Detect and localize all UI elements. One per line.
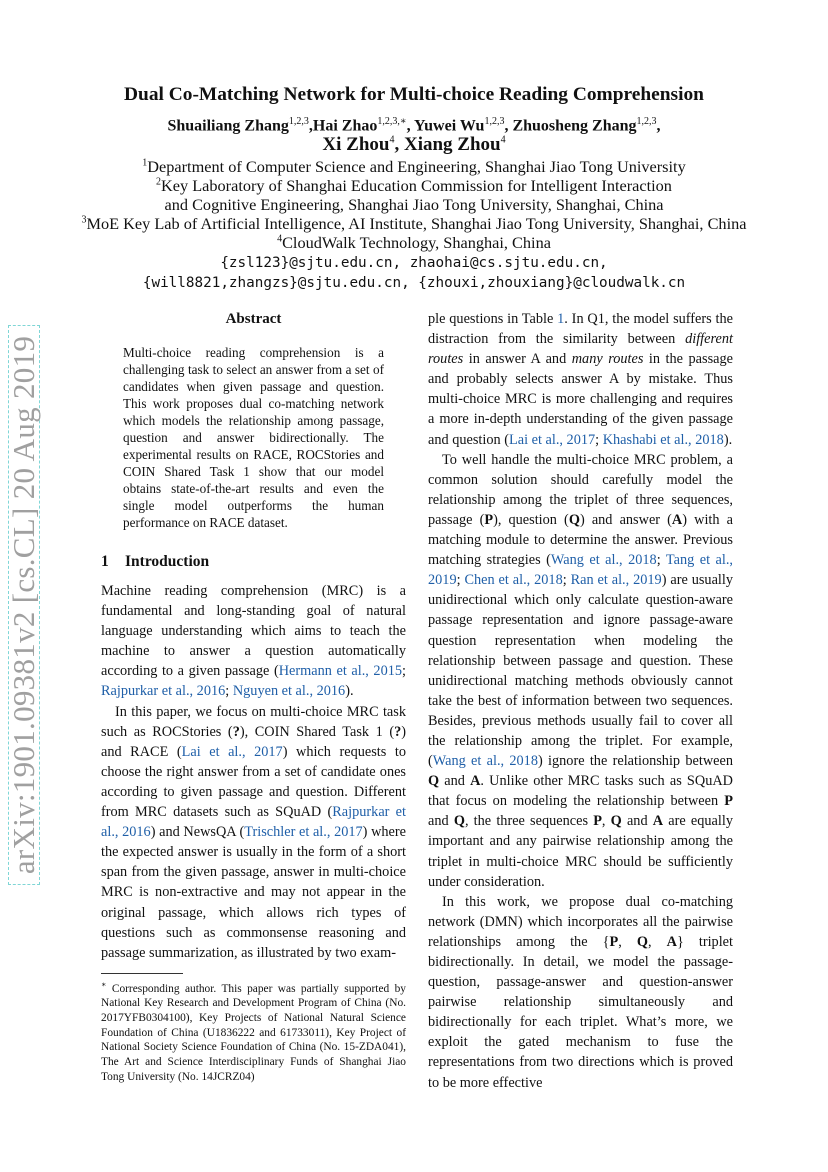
body-text: In this work, we propose dual co-matching network (DMN) which incorporates all the pairwise relationships among the { <box>428 893 733 950</box>
body-text: ; <box>656 552 666 569</box>
footnote-rule <box>101 973 183 974</box>
arxiv-id-text[interactable]: arXiv:1901.09381v2 [cs.CL] 20 Aug 2019 <box>6 335 41 875</box>
missing-citation: ? <box>394 723 402 740</box>
right-column <box>428 309 733 1093</box>
intro-paragraph-1 <box>101 581 406 702</box>
body-text: ; <box>402 663 407 680</box>
author-name: Yuwei Wu <box>414 117 485 135</box>
affiliation-2 <box>0 176 828 196</box>
bold-symbol: P <box>593 813 602 830</box>
author-name: Hai Zhao <box>312 117 378 135</box>
right-paragraph-2 <box>428 450 733 892</box>
body-text: and <box>428 813 454 830</box>
citation-link[interactable]: Chen et al., 2018 <box>464 572 563 589</box>
body-text: . In Q1, the model suffers the distraction from the similarity between <box>428 311 734 348</box>
body-text: ). <box>345 683 354 700</box>
body-text: ) ignore the relationship between <box>537 753 733 770</box>
author-affil-mark: 1,2,3,∗ <box>377 116 407 127</box>
intro-paragraph-2 <box>101 702 406 963</box>
email-line-1: {zsl123}@sjtu.edu.cn, zhaohai@cs.sjtu.edu.cn, <box>220 255 608 271</box>
author-line-2: Xi Zhou$^4$, Xiang Zhou$^4$ <box>322 134 506 155</box>
citation-link[interactable]: Rajpurkar et al., 2016 <box>101 683 226 700</box>
citation-link[interactable]: Rajpurkar et al., 2016 <box>101 804 406 841</box>
body-text: } triplet bidirectionally. In detail, we model the passage-question, passage-answer and question-answer pairwise relationship simultaneously and bidirectionally for each triplet. What’s more, we exploit the gated mechanism to fuse the representations from two directions which is proved to be more effective <box>428 933 733 1091</box>
author-name: Shuailiang Zhang <box>167 117 289 135</box>
affiliation-mark: 1 <box>142 157 148 169</box>
author-name: Xiang Zhou <box>403 134 501 155</box>
citation-link[interactable]: Hermann et al., 2015 <box>278 663 403 680</box>
emphasis-text: many routes <box>571 351 644 368</box>
affiliation-mark: 3 <box>81 214 87 226</box>
body-text: ) which requests to choose the right answer from a set of candidate ones according to given passage and question. Different from MRC datasets such as SQuAD ( <box>101 743 406 821</box>
right-paragraph-1 <box>428 309 733 450</box>
body-text: in answer A and <box>463 351 572 368</box>
author-affil-mark: 4 <box>500 134 506 146</box>
author-affil-mark: 1,2,3 <box>636 116 657 127</box>
citation-link[interactable]: Lai et al., 2017 <box>509 431 596 448</box>
body-text: . Unlike other MRC tasks such as SQuAD that focus on modeling the relationship between <box>428 773 733 810</box>
author-affil-mark: 1,2,3 <box>288 116 309 127</box>
body-text: ), question ( <box>493 511 569 528</box>
bold-symbol: P <box>724 793 733 810</box>
section-heading-introduction <box>101 553 406 571</box>
affiliation-mark: 2 <box>156 176 162 188</box>
body-text: ; <box>456 572 465 589</box>
body-text: are equally important and any pairwise relationship among the triplet in multi-choice MRC should be sufficiently under consideration. <box>428 813 733 890</box>
body-text: ) with a matching module to determine the answer. Previous matching strategies ( <box>428 511 733 569</box>
affiliation-3 <box>0 214 828 234</box>
body-text: ). <box>723 431 733 448</box>
left-column <box>101 309 406 1085</box>
bold-symbol: Q <box>568 511 580 528</box>
citation-link[interactable]: Nguyen et al., 2016 <box>232 683 346 700</box>
affiliation-text: Department of Computer Science and Engineering, Shanghai Jiao Tong University <box>147 157 686 176</box>
body-text: , the three sequences <box>464 813 594 830</box>
body-text: ; <box>225 683 233 700</box>
body-text: ) where the expected answer is usually in the form of a short span from the given passage, answer in multi-choice MRC is non-extractive and may not appear in the original passage, which allows rich types of questions such as commonsense reasoning and passage summarization, as illustrated by two exam- <box>101 824 407 961</box>
body-text: ) and answer ( <box>579 511 672 528</box>
right-paragraph-3 <box>428 892 733 1093</box>
affiliation-text: CloudWalk Technology, Shanghai, China <box>282 233 551 252</box>
bold-symbol: A <box>666 933 677 950</box>
body-text: in the passage and probably selects answer A by mistake. Thus multi-choice MRC is more challenging and requires a more in-depth understanding of the given passage and question ( <box>428 351 733 448</box>
citation-link[interactable]: Khashabi et al., 2018 <box>602 431 724 448</box>
citation-link[interactable]: Trischler et al., 2017 <box>244 824 363 841</box>
bold-symbol: A <box>671 511 683 528</box>
body-text: , <box>618 933 637 950</box>
author-affil-mark: 1,2,3 <box>484 116 505 127</box>
affiliation-4 <box>0 233 828 253</box>
body-text: , <box>601 813 611 830</box>
arxiv-side-stamp <box>0 325 48 885</box>
citation-link[interactable]: Tang et al., 2019 <box>428 552 733 589</box>
body-text: ; <box>595 431 603 448</box>
body-text: ) and NewsQA ( <box>150 824 245 841</box>
bold-symbol: Q <box>610 813 622 830</box>
email-line-2: {will8821,zhangzs}@sjtu.edu.cn, {zhouxi,zhouxiang}@cloudwalk.cn <box>142 275 686 291</box>
bold-symbol: A <box>470 773 481 790</box>
emphasis-text: different routes <box>428 331 733 368</box>
citation-link[interactable]: Wang et al., 2018 <box>432 753 538 770</box>
author-name: Zhuosheng Zhang <box>512 117 637 135</box>
affiliation-text: MoE Key Lab of Artificial Intelligence, AI Institute, Shanghai Jiao Tong University, Shanghai, China <box>86 214 747 233</box>
bold-symbol: P <box>609 933 619 950</box>
body-text: To well handle the multi-choice MRC problem, a common solution should carefully model the relationship among the triplet of three sequences, passage ( <box>428 451 733 528</box>
author-affil-mark: 4 <box>389 134 395 146</box>
table-ref-link[interactable]: 1 <box>557 311 565 327</box>
bold-symbol: Q <box>636 933 648 950</box>
affiliation-1 <box>0 157 828 177</box>
citation-link[interactable]: Ran et al., 2019 <box>570 572 662 589</box>
body-text: , <box>647 933 667 950</box>
author-line-1: Shuailiang Zhang$^{1,2,3}$,Hai Zhao$^{1,2,3,∗}$, Yuwei Wu$^{1,2,3}$, Zhuosheng Zhang$^{1,2,3}$, <box>167 116 661 135</box>
abstract-text: Multi-choice reading comprehension is a challenging task to select an answer from a set of candidates when given passage and question. This work proposes dual co-matching network which models the relationship among passage, question and answer bidirectionally. The experimental results on RACE, ROCStories and COIN Shared Task 1 show that our model obtains state-of-the-art results and even the single model outperforms the human performance on RACE dataset. <box>123 345 384 530</box>
abstract-heading: Abstract <box>225 311 282 327</box>
bold-symbol: A <box>652 813 664 830</box>
footnote <box>101 978 406 1085</box>
affiliation-mark: 4 <box>277 233 283 245</box>
citation-link[interactable]: Wang et al., 2018 <box>550 552 657 569</box>
section-title: Introduction <box>125 553 210 570</box>
body-text: ) are usually unidirectional which only calculate question-aware passage representation and ignore passage-aware question representation when modeling the relationship between passage and question. These unidirectional matching methods obviously cannot take the best of information between two sequences. Besides, previous methods usually fail to cover all the relationship among the triplet. For example, ( <box>428 572 734 770</box>
bold-symbol: Q <box>453 813 465 830</box>
body-text: and <box>621 813 653 830</box>
bold-symbol: Q <box>428 773 440 790</box>
body-text: ; <box>562 572 571 589</box>
missing-citation: ? <box>232 723 240 740</box>
body-text: In this paper, we focus on multi-choice MRC task such as ROCStories ( <box>101 703 406 740</box>
affiliation-text: and Cognitive Engineering, Shanghai Jiao Tong University, Shanghai, China <box>164 195 664 214</box>
bold-symbol: P <box>484 511 494 528</box>
citation-link[interactable]: Lai et al., 2017 <box>181 743 283 760</box>
paper-title: Dual Co-Matching Network for Multi-choice Reading Comprehension <box>124 84 704 105</box>
body-text: Machine reading comprehension (MRC) is a fundamental and long-standing goal of natural language understanding which aims to teach the machine to answer a question automatically according to a given passage ( <box>101 583 406 680</box>
body-text: ), COIN Shared Task 1 ( <box>239 723 395 740</box>
footnote-text: Corresponding author. This paper was partially supported by National Key Research and Development Program of China (No. 2017YFB0304100), Key Projects of National Natural Science Foundation of China (U1836222 and 61733011), Key Project of National Society Science Foundation of China (No. 15-ZDA041), The Art and Science Interdisciplinary Funds of Shanghai Jiao Tong University (No. 14JCRZ04) <box>101 982 406 1083</box>
footnote-mark: ∗ <box>101 979 107 989</box>
body-text: and <box>439 773 471 790</box>
section-number: 1 <box>101 553 109 570</box>
affiliation-2-cont <box>0 195 828 215</box>
body-text: ) and RACE ( <box>101 723 407 760</box>
body-text: ple questions in Table <box>428 311 558 327</box>
affiliation-text: Key Laboratory of Shanghai Education Commission for Intelligent Interaction <box>161 176 672 195</box>
author-name: Xi Zhou <box>322 134 390 155</box>
